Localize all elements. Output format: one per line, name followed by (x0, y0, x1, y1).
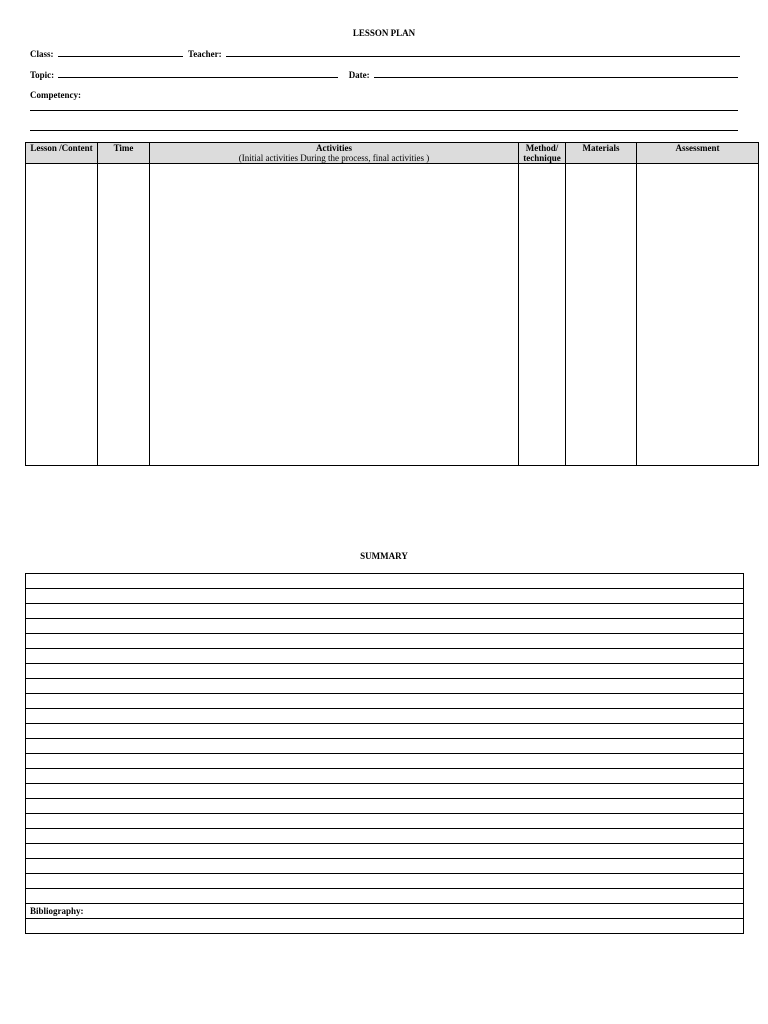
summary-line (26, 784, 744, 799)
summary-line-cell[interactable] (26, 574, 744, 589)
bibliography-line-cell[interactable] (26, 919, 744, 934)
summary-line-cell[interactable] (26, 814, 744, 829)
summary-line-cell[interactable] (26, 769, 744, 784)
summary-line-cell[interactable] (26, 694, 744, 709)
activities-cell[interactable] (150, 164, 519, 466)
competency-line-1[interactable] (30, 110, 738, 111)
summary-line-cell[interactable] (26, 739, 744, 754)
lesson-plan-table (25, 142, 759, 466)
summary-line (26, 859, 744, 874)
competency-line-2[interactable] (30, 130, 738, 131)
summary-line (26, 604, 744, 619)
summary-line (26, 889, 744, 904)
time-cell[interactable] (98, 164, 150, 466)
summary-line (26, 724, 744, 739)
competency-label: Competency: (30, 90, 81, 100)
bibliography-line (26, 919, 744, 934)
summary-line-cell[interactable] (26, 679, 744, 694)
summary-line-cell[interactable] (26, 589, 744, 604)
lesson-content-cell[interactable] (26, 164, 98, 466)
summary-line-cell[interactable] (26, 754, 744, 769)
header-lesson-content: Lesson /Content (26, 143, 98, 164)
summary-line-cell[interactable] (26, 724, 744, 739)
summary-title: SUMMARY (360, 551, 408, 561)
materials-cell[interactable] (566, 164, 637, 466)
summary-line-cell[interactable] (26, 604, 744, 619)
summary-line-cell[interactable] (26, 844, 744, 859)
summary-line (26, 634, 744, 649)
header-activities-subtitle: (Initial activities During the process, final activities ) (238, 153, 430, 163)
class-label: Class: (30, 49, 54, 59)
header-activities: Activities (Initial activities During the process, final activities ) (150, 143, 519, 164)
page-title: LESSON PLAN (352, 28, 416, 38)
summary-line (26, 574, 744, 589)
summary-line-cell[interactable] (26, 859, 744, 874)
summary-line (26, 679, 744, 694)
topic-date-row (30, 69, 738, 80)
teacher-field[interactable] (226, 48, 740, 57)
summary-line (26, 694, 744, 709)
summary-line (26, 874, 744, 889)
assessment-cell[interactable] (637, 164, 759, 466)
summary-line (26, 589, 744, 604)
summary-line (26, 799, 744, 814)
summary-line-cell[interactable] (26, 634, 744, 649)
summary-line (26, 844, 744, 859)
date-field[interactable] (374, 69, 738, 78)
class-teacher-row (30, 48, 740, 59)
header-time: Time (98, 143, 150, 164)
topic-label: Topic: (30, 70, 55, 80)
summary-line-cell[interactable] (26, 889, 744, 904)
summary-line-cell[interactable] (26, 664, 744, 679)
bibliography-row (26, 904, 744, 919)
summary-line (26, 739, 744, 754)
bibliography-label: Bibliography: (26, 904, 744, 919)
summary-line (26, 754, 744, 769)
summary-line-cell[interactable] (26, 829, 744, 844)
summary-line (26, 664, 744, 679)
topic-field[interactable] (58, 69, 338, 78)
summary-line-cell[interactable] (26, 874, 744, 889)
competency-row (30, 90, 81, 100)
summary-line (26, 649, 744, 664)
table-header-row (26, 143, 759, 164)
header-method-technique: Method/ technique (519, 143, 566, 164)
class-field[interactable] (58, 48, 183, 57)
date-label: Date: (348, 70, 370, 80)
summary-line (26, 814, 744, 829)
summary-line-cell[interactable] (26, 619, 744, 634)
teacher-label: Teacher: (188, 49, 222, 59)
summary-table (25, 573, 744, 934)
summary-line (26, 709, 744, 724)
summary-line-cell[interactable] (26, 709, 744, 724)
method-technique-cell[interactable] (519, 164, 566, 466)
summary-line (26, 769, 744, 784)
summary-line (26, 829, 744, 844)
summary-line-cell[interactable] (26, 799, 744, 814)
summary-line-cell[interactable] (26, 784, 744, 799)
table-body-row (26, 164, 759, 466)
header-materials: Materials (566, 143, 637, 164)
header-assessment: Assessment (637, 143, 759, 164)
summary-line (26, 619, 744, 634)
summary-line-cell[interactable] (26, 649, 744, 664)
